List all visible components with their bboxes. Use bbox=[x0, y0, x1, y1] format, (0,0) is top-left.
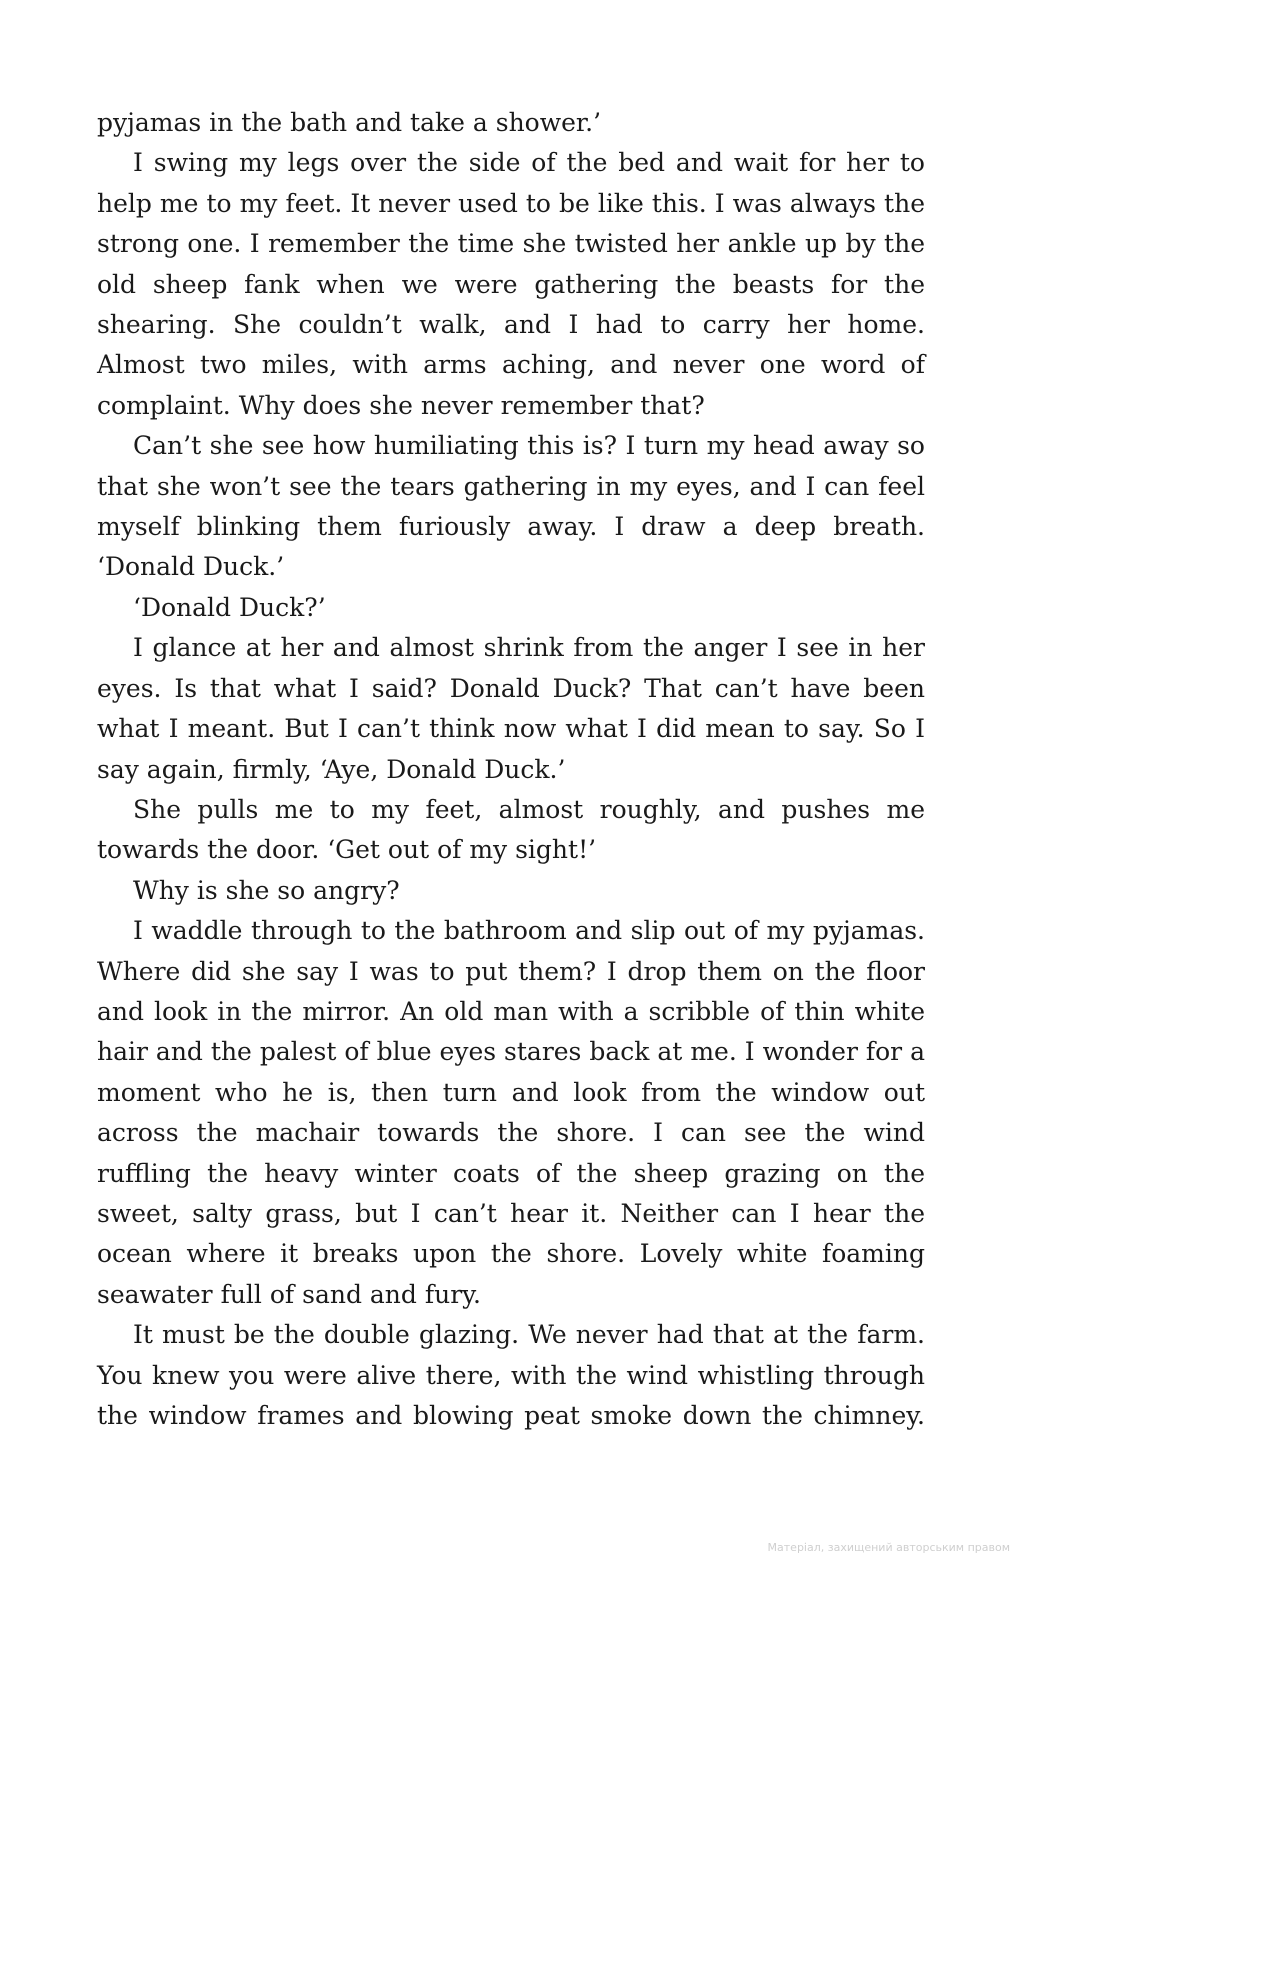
paragraph-pulls-to-feet: She pulls me to my feet, almost roughly, and pushes me towards the door. ‘Get out of my sight!’ bbox=[97, 794, 925, 865]
paragraph-bathroom: I waddle through to the bathroom and slip out of my pyjamas. Where did she say I was to put them? I drop them on the floor and look in the mirror. An old man with a scribble of thin white hair and the palest of blue eyes stares back at me. I wonder for a moment who he is, then turn and look from the window out across the machair towards the shore. I can see the wind ruffling the heavy winter coats of the sheep grazing on the sweet, salty grass, but I can’t hear it. Neither can I hear the ocean where it breaks upon the shore. Lovely white foaming seawater full of sand and fury. bbox=[97, 916, 925, 1309]
paragraph-continuation: pyjamas in the bath and take a shower.’ bbox=[97, 108, 602, 137]
paragraph-double-glazing: It must be the double glazing. We never had that at the farm. You knew you were alive there, with the wind whistling through the window frames and blowing peat smoke down the chimney. bbox=[97, 1320, 925, 1430]
paragraph-why-angry: Why is she so angry? bbox=[133, 875, 400, 905]
book-page-text bbox=[97, 103, 925, 1436]
paragraph-donald-duck-question: ‘Donald Duck?’ bbox=[133, 592, 326, 622]
copyright-watermark: Матеріал, захищений авторським правом bbox=[767, 1541, 1010, 1554]
paragraph-glance-anger: I glance at her and almost shrink from the anger I see in her eyes. Is that what I said? Donald Duck? That can’t have been what I meant. But I can’t think now what I did mean to say. So I say again, firmly, ‘Aye, Donald Duck.’ bbox=[97, 633, 925, 784]
paragraph-humiliating: Can’t she see how humiliating this is? I turn my head away so that she won’t see the tears gathering in my eyes, and I can feel myself blinking them furiously away. I draw a deep breath. ‘Donald Duck.’ bbox=[97, 431, 925, 582]
paragraph-swing-legs: I swing my legs over the side of the bed and wait for her to help me to my feet. It never used to be like this. I was always the strong one. I remember the time she twisted her ankle up by the old sheep fank when we were gathering the beasts for the shearing. She couldn’t walk, and I had to carry her home. Almost two miles, with arms aching, and never one word of complaint. Why does she never remember that? bbox=[97, 148, 925, 420]
